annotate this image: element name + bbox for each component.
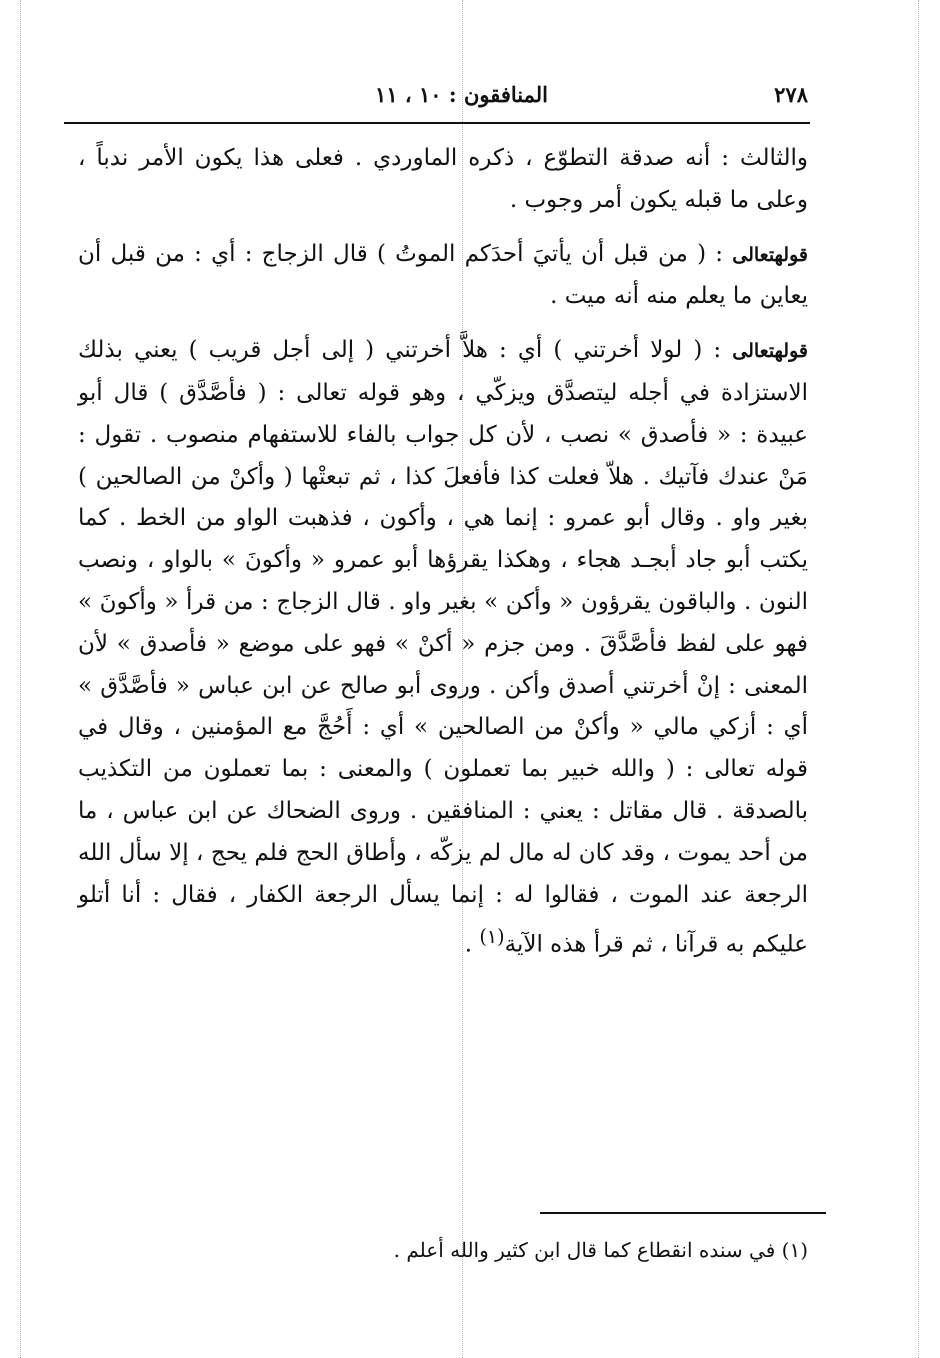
footnote-reference: (١)	[479, 925, 505, 949]
paragraph	[78, 234, 808, 319]
paragraph-text: : ( لولا أخرتني ) أي : هلاَّ أخرتني ( إلى أجل قريب ) يعني بذلك الاستزادة في أجله ليتصدَّق ويزكّي ، وهو قوله تعالى : ( فأصَّدَّق ) قال أبو عبيدة : « فأصدق » نصب ، لأن كل جواب بالفاء للاستفهام منصوب . تقول : مَنْ عندك فآتيك . هلاّ فعلت كذا فأفعلَ كذا ، ثم تبعتْها ( وأكنْ من الصالحين ) بغير واو . وقال أبو عمرو : إنما هي ، وأكون ، فذهبت الواو من الخط . كما يكتب أبو جاد أبجـد هجاء ، وهكذا يقرؤها أبو عمرو « وأكونَ » بالواو ، ونصب النون . والباقون يقرؤون « وأكن » بغير واو . قال الزجاج : من قرأ « وأكونَ » فهو على لفظ فأصَّدَّقَ . ومن جزم « أكنْ » فهو على موضع « فأصدق » لأن المعنى : إنْ أخرتني أصدق وأكن . وروى أبو صالح عن ابن عباس « فأصَّدَّق » أي : أزكي مالي « وأكنْ من الصالحين » أي : أَحُجَّ مع المؤمنين ، وقال في قوله تعالى : ( والله خبير بما تعملون ) والمعنى : بما تعملون من التكذيب بالصدقة . قال مقاتل : يعني : المنافقين . وروى الضحاك عن ابن عباس ، ما من أحد يموت ، وقد كان له مال لم يزكّه ، وأطاق الحج فلم يحج ، إلا سأل الله الرجعة عند الموت ، فقالوا له : إنما يسأل الرجعة الكفار ، فقال : أنا أتلو عليكم به قرآنا ، ثم قرأ هذه الآية	[78, 337, 808, 958]
paragraph-text: والثالث : أنه صدقة التطوّع ، ذكره الماوردي . فعلى هذا يكون الأمر ندباً ، وعلى ما قبله يكون أمر وجوب .	[78, 145, 808, 213]
page-number: ٢٧٨	[774, 82, 808, 107]
paragraph-text: : ( من قبل أن يأتيَ أحدَكم الموتُ ) قال الزجاج : أي : من قبل أن يعاين ما يعلم منه أنه ميت .	[78, 240, 808, 310]
running-title: المنافقون : ١٠ ، ١١	[375, 82, 548, 107]
footnote-rule	[540, 1212, 826, 1214]
scan-margin-line	[20, 0, 21, 1358]
footnote: (١) في سنده انقطاع كما قال ابن كثير والله أعلم .	[393, 1238, 808, 1262]
main-text	[78, 138, 808, 967]
paragraph	[78, 330, 808, 967]
paragraph-lead: قولهتعالى	[732, 340, 808, 363]
page-header	[70, 82, 808, 114]
header-rule	[64, 122, 810, 124]
scan-margin-line	[918, 0, 919, 1358]
paragraph-end: .	[464, 932, 480, 958]
paragraph	[78, 138, 808, 222]
paragraph-lead: قولهتعالى	[732, 243, 808, 266]
